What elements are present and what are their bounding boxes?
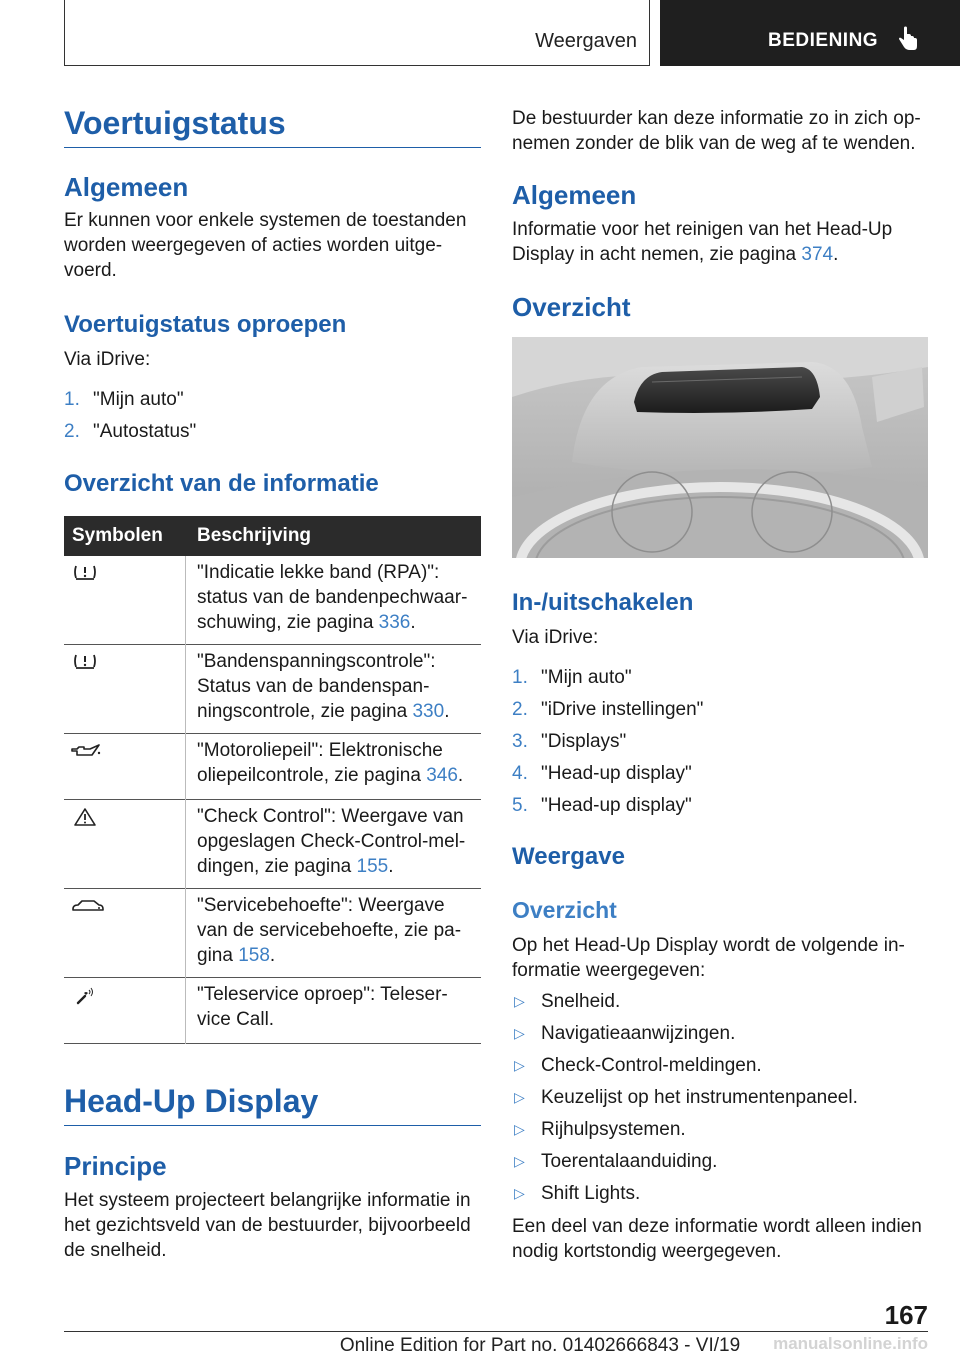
service-car-icon bbox=[70, 895, 106, 917]
page-link[interactable]: 155 bbox=[356, 856, 389, 877]
list-number: 5. bbox=[512, 795, 528, 816]
intro-text-1: De bestuurder kan deze informatie zo in zich op- bbox=[512, 108, 921, 129]
weergave-text-1: Op het Head-Up Display wordt de volgende in- bbox=[512, 935, 905, 956]
schakelen-heading: In-/uitschakelen bbox=[512, 589, 694, 616]
bullet-triangle-icon: ▷ bbox=[514, 1025, 525, 1041]
bullet-text: Snelheid. bbox=[541, 991, 621, 1012]
table-header-symbols: Symbolen bbox=[72, 525, 163, 546]
cell-line: van de servicebehoefte, zie pa- bbox=[197, 920, 462, 941]
text-span: Display in acht nemen, zie pagina bbox=[512, 244, 802, 265]
table-row bbox=[64, 734, 481, 800]
hud-title: Head-Up Display bbox=[64, 1083, 319, 1119]
cell-text: schuwing, zie pagina bbox=[197, 612, 379, 633]
cell-line: "Bandenspanningscontrole": bbox=[197, 651, 436, 672]
list-number: 1. bbox=[64, 389, 80, 410]
title-rule bbox=[64, 147, 481, 148]
closing-text-2: nodig kortstondig weergegeven. bbox=[512, 1241, 782, 1262]
list-number: 1. bbox=[512, 667, 528, 688]
table-cell-description bbox=[197, 738, 481, 788]
bullet-text: Rijhulpsystemen. bbox=[541, 1119, 686, 1140]
algemeen-text-1: Er kunnen voor enkele systemen de toestanden bbox=[64, 210, 467, 231]
list-number: 3. bbox=[512, 731, 528, 752]
bullet-text: Toerentalaanduiding. bbox=[541, 1151, 718, 1172]
principe-text-2: het gezichtsveld van de bestuurder, bijvoorbeeld bbox=[64, 1215, 471, 1236]
cell-line bbox=[197, 854, 481, 879]
cell-line: "Motoroliepeil": Elektronische bbox=[197, 740, 443, 761]
closing-text-1: Een deel van deze informatie wordt alleen indien bbox=[512, 1216, 922, 1237]
footer-rule bbox=[64, 1331, 928, 1332]
intro-text-2: nemen zonder de blik van de weg af te wenden. bbox=[512, 133, 916, 154]
right-algemeen-text-1: Informatie voor het reinigen van het Head-Up bbox=[512, 219, 893, 240]
principe-text-1: Het systeem projecteert belangrijke informatie in bbox=[64, 1190, 471, 1211]
page-link[interactable]: 330 bbox=[412, 701, 445, 722]
weergave-text-2: formatie weergegeven: bbox=[512, 960, 706, 981]
page-link[interactable]: 374 bbox=[801, 244, 834, 265]
table-cell-description bbox=[197, 893, 481, 968]
schakelen-intro: Via iDrive: bbox=[512, 627, 599, 648]
cell-line bbox=[197, 763, 481, 788]
list-text: "Head-up display" bbox=[541, 795, 692, 816]
bullet-triangle-icon: ▷ bbox=[514, 993, 525, 1009]
warning-triangle-icon bbox=[72, 806, 98, 828]
list-text: "Mijn auto" bbox=[93, 389, 184, 410]
table-header-description: Beschrijving bbox=[197, 525, 312, 546]
page-link[interactable]: 336 bbox=[378, 612, 411, 633]
bullet-triangle-icon: ▷ bbox=[514, 1153, 525, 1169]
cell-text: oliepeilcontrole, zie pagina bbox=[197, 765, 427, 786]
list-number: 2. bbox=[512, 699, 528, 720]
table-row bbox=[64, 889, 481, 978]
header-chapter-tab[interactable] bbox=[660, 0, 960, 66]
table-cell-description bbox=[197, 649, 481, 724]
page-title: Voertuigstatus bbox=[64, 105, 286, 141]
cell-tail: . bbox=[410, 612, 416, 633]
oproepen-heading: Voertuigstatus oproepen bbox=[64, 311, 347, 338]
head-up-display-photo bbox=[512, 337, 928, 558]
cell-tail: . bbox=[388, 856, 394, 877]
table-cell-description bbox=[197, 804, 481, 879]
right-algemeen-heading: Algemeen bbox=[512, 180, 637, 210]
bullet-triangle-icon: ▷ bbox=[514, 1121, 525, 1137]
weergave-subheading: Overzicht bbox=[512, 897, 617, 923]
cell-line: "Check Control": Weergave van bbox=[197, 806, 464, 827]
header-section-title: Weergaven bbox=[535, 30, 637, 52]
footer-edition: Online Edition for Part no. 01402666843 - VI/19 bbox=[339, 1335, 741, 1356]
bullet-text: Shift Lights. bbox=[541, 1183, 641, 1204]
list-number: 4. bbox=[512, 763, 528, 784]
cell-text: gina bbox=[197, 945, 239, 966]
cell-text: dingen, zie pagina bbox=[197, 856, 357, 877]
oil-can-icon bbox=[70, 740, 102, 762]
cell-line: vice Call. bbox=[197, 1009, 275, 1030]
cell-line: "Teleservice oproep": Teleser- bbox=[197, 984, 448, 1005]
table-column-divider bbox=[185, 556, 186, 1044]
watermark: manualsonline.info bbox=[773, 1334, 928, 1353]
algemeen-text-3: voerd. bbox=[64, 260, 117, 281]
principe-text-3: de snelheid. bbox=[64, 1240, 167, 1261]
page-link[interactable]: 346 bbox=[426, 765, 458, 786]
hud-photo-image bbox=[512, 337, 928, 558]
table-row bbox=[64, 800, 481, 889]
table-row bbox=[64, 978, 481, 1044]
cell-line: status van de bandenpechwaar- bbox=[197, 587, 468, 608]
algemeen-heading: Algemeen bbox=[64, 172, 189, 202]
algemeen-text-2: worden weergegeven of acties worden uitge- bbox=[64, 235, 443, 256]
tire-pressure-monitor-icon bbox=[72, 651, 98, 673]
tire-pressure-warning-icon bbox=[72, 562, 98, 584]
weergave-heading: Weergave bbox=[512, 843, 625, 870]
cell-tail: . bbox=[444, 701, 450, 722]
table-cell-description bbox=[197, 982, 481, 1032]
header-section-box bbox=[64, 0, 650, 66]
table-header bbox=[64, 516, 481, 556]
principe-heading: Principe bbox=[64, 1151, 167, 1181]
cell-line bbox=[197, 610, 481, 635]
bullet-triangle-icon: ▷ bbox=[514, 1057, 525, 1073]
list-text: "Mijn auto" bbox=[541, 667, 632, 688]
table-row bbox=[64, 556, 481, 645]
bullet-text: Navigatieaanwijzingen. bbox=[541, 1023, 736, 1044]
cell-line: opgeslagen Check-Control-mel- bbox=[197, 831, 466, 852]
overzicht-informatie-heading: Overzicht van de informatie bbox=[64, 470, 379, 497]
text-tail: . bbox=[833, 244, 839, 265]
list-text: "Head-up display" bbox=[541, 763, 692, 784]
page-number: 167 bbox=[884, 1300, 928, 1330]
bullet-triangle-icon: ▷ bbox=[514, 1185, 525, 1201]
cell-text: ningscontrole, zie pagina bbox=[197, 701, 413, 722]
cell-tail: . bbox=[269, 945, 276, 966]
table-row bbox=[64, 645, 481, 734]
bullet-text: Keuzelijst op het instrumentenpaneel. bbox=[541, 1087, 858, 1108]
overzicht-heading: Overzicht bbox=[512, 292, 631, 322]
page-link[interactable]: 158 bbox=[238, 945, 270, 966]
oproepen-intro: Via iDrive: bbox=[64, 349, 151, 370]
cell-line: Status van de bandenspan- bbox=[197, 676, 430, 697]
hud-title-rule bbox=[64, 1125, 481, 1126]
bullet-triangle-icon: ▷ bbox=[514, 1089, 525, 1105]
cell-tail: . bbox=[457, 765, 464, 786]
list-text: "Displays" bbox=[541, 731, 627, 752]
table-cell-description bbox=[197, 560, 481, 635]
cell-line: "Indicatie lekke band (RPA)": bbox=[197, 562, 440, 583]
list-text: "Autostatus" bbox=[93, 421, 197, 442]
cell-line bbox=[197, 943, 481, 968]
pointing-hand-icon bbox=[896, 26, 920, 54]
header-chapter-label: BEDIENING bbox=[768, 30, 879, 51]
list-text: "iDrive instellingen" bbox=[541, 699, 704, 720]
cell-line: "Servicebehoefte": Weergave bbox=[197, 895, 445, 916]
wrench-signal-icon bbox=[72, 984, 98, 1006]
list-number: 2. bbox=[64, 421, 80, 442]
bullet-text: Check-Control-meldingen. bbox=[541, 1055, 762, 1076]
right-algemeen-text-2 bbox=[512, 242, 838, 267]
cell-line bbox=[197, 699, 481, 724]
